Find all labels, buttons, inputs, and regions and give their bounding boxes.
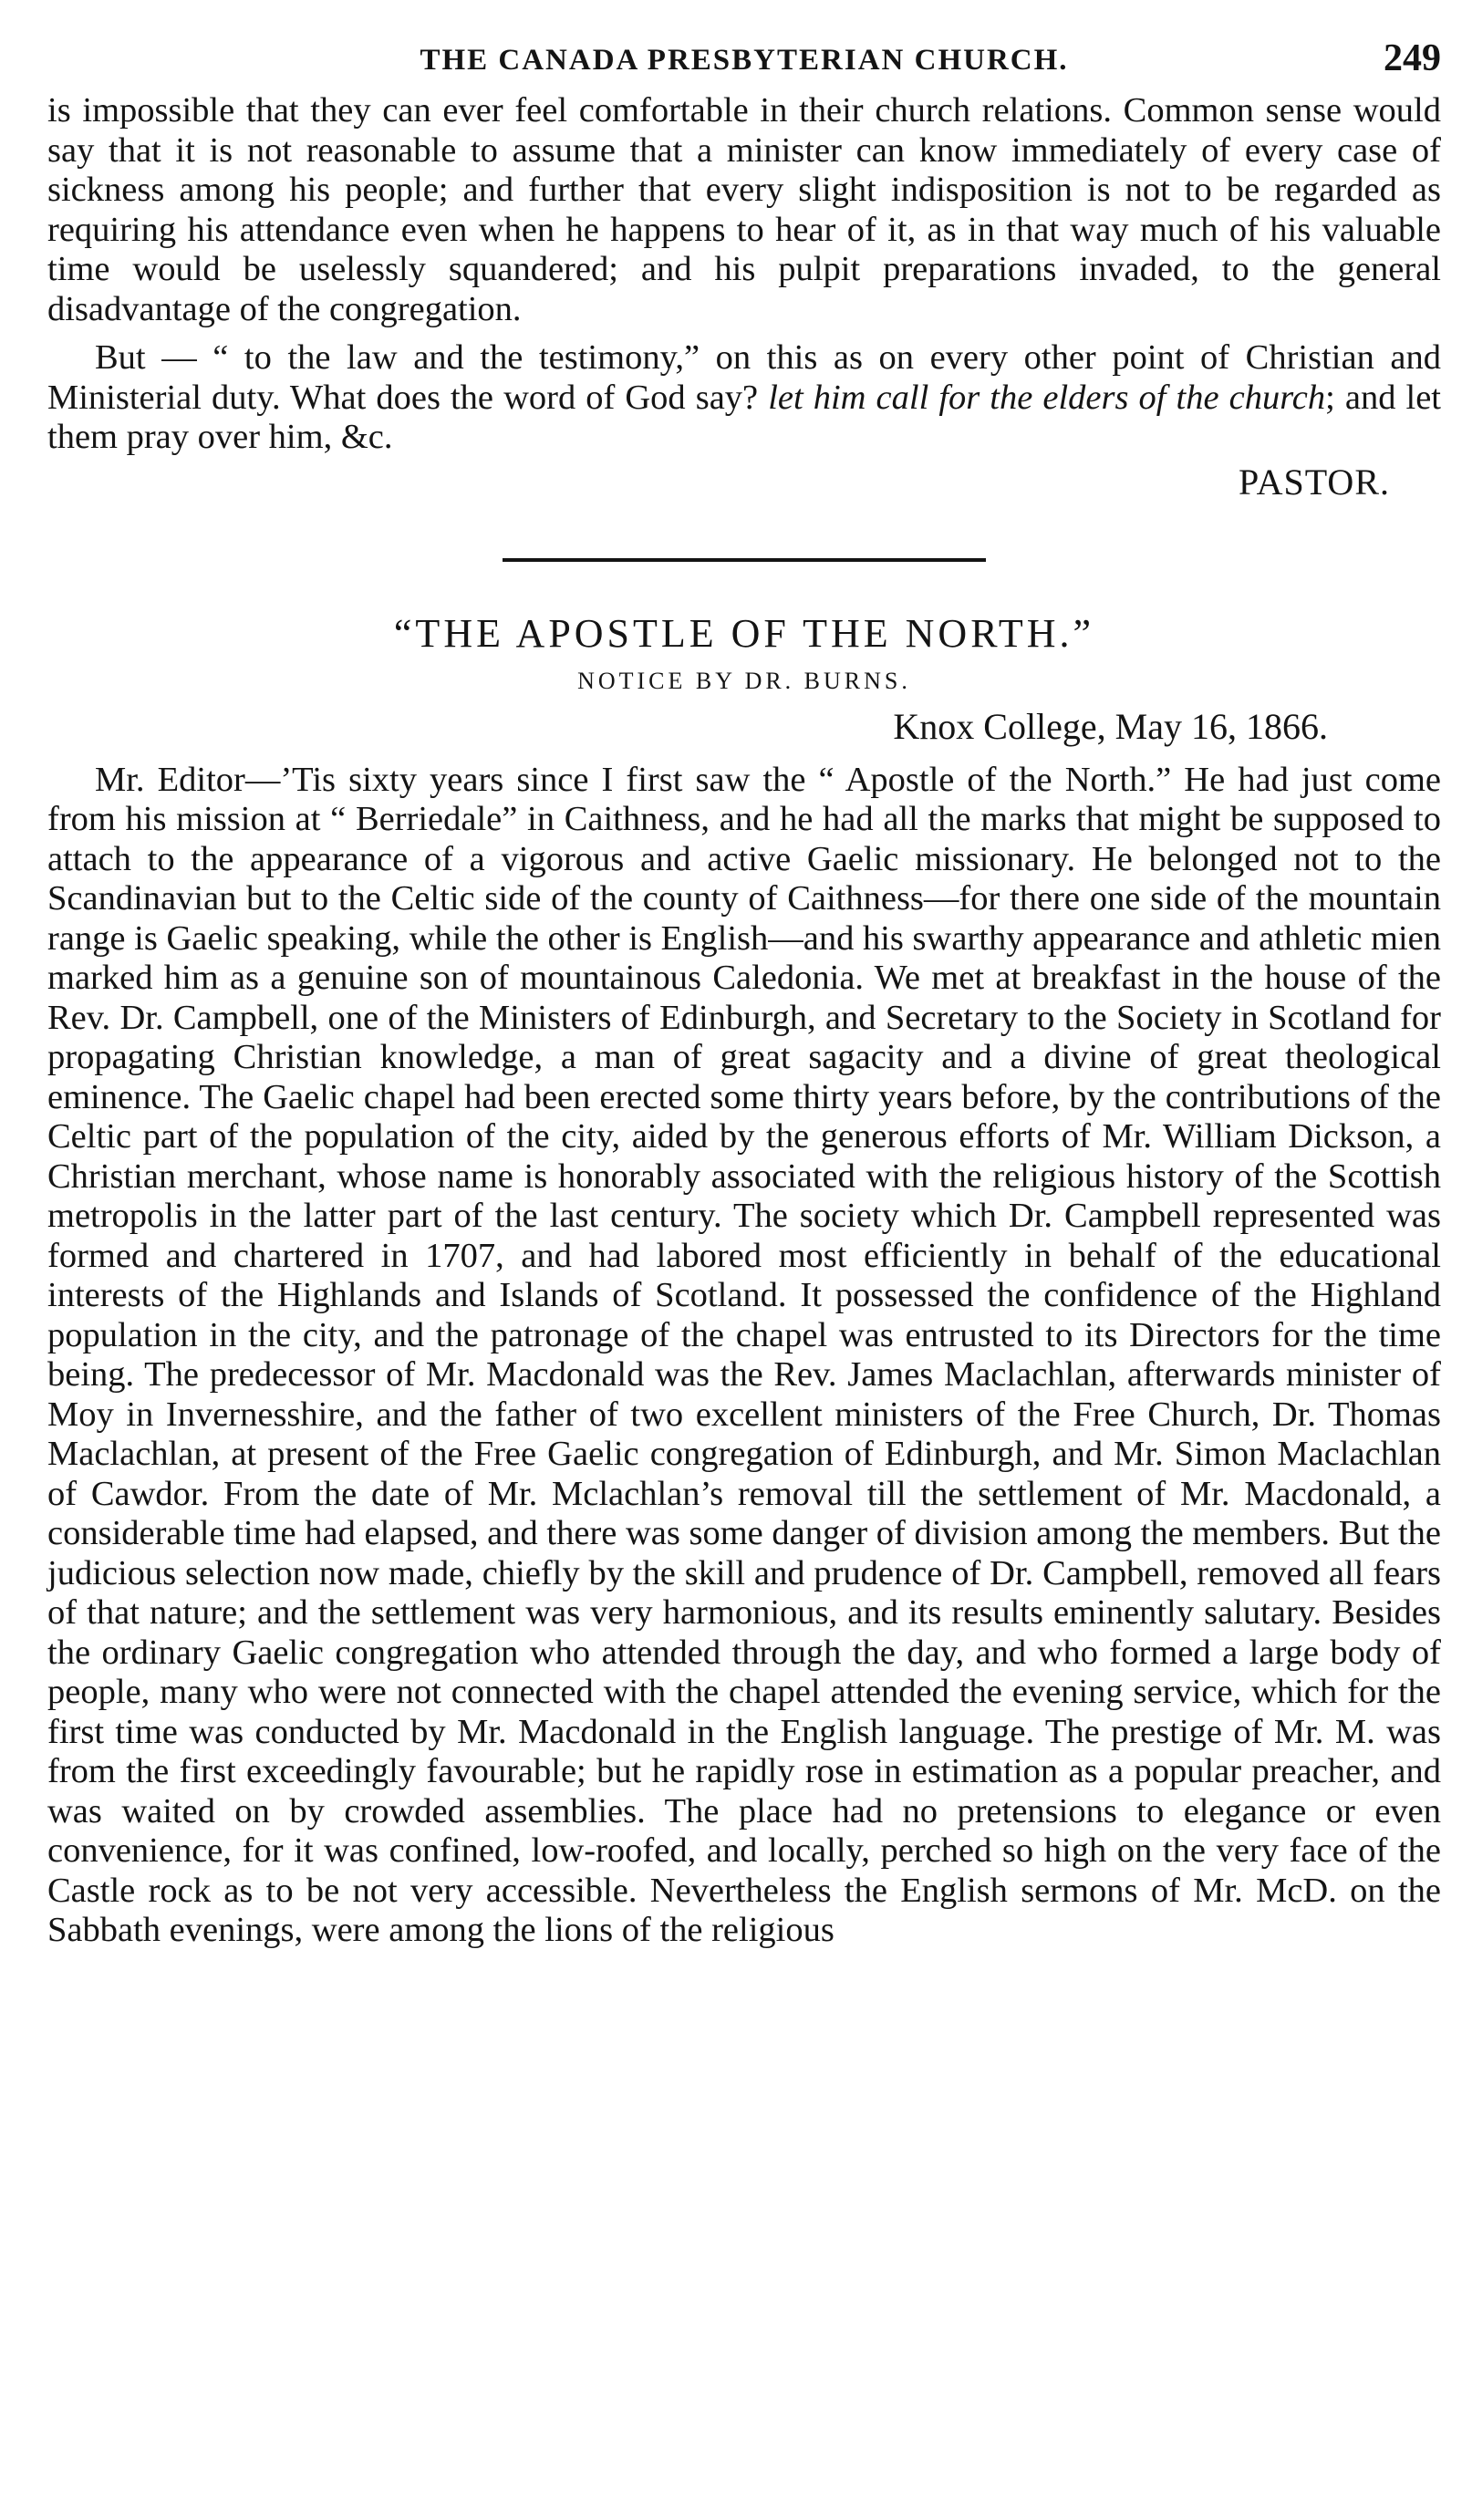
page-number: 249 [1384,37,1441,79]
section-divider [503,558,986,562]
scripture-paragraph-start: But — “ to the law and the testimony,” on this as on every other point of Christian and Ministerial duty. What does the word of God say? [47,338,1441,417]
scripture-paragraph-end: ; and let them pray over him, &c. [47,378,1441,456]
scripture-quote: let him call for the elders of the church [768,378,1326,417]
running-title: THE CANADA PRESBYTERIAN CHURCH. [420,44,1069,77]
article-body: Mr. Editor—’Tis sixty years since I first saw the “ Apostle of the North.” He had just come from his mission at “ Berriedale” in Caithness, and he had all the marks that might be supposed to attach to the appearance of a vigorous and active Gaelic missionary. He belonged not to the Scandinavian but to the Celtic side of the county of Caithness—for there one side of the mountain range is Gaelic speaking, while the other is English—and his swarthy appearance and athletic mien marked him as a genuine son of mountainous Caledonia. We met at breakfast in the house of the Rev. Dr. Campbell, one of the Ministers of Edinburgh, and Secretary to the Society in Scotland for propagating Christian knowledge, a man of great sagacity and a divine of great theological eminence. The Gaelic chapel had been erected some thirty years before, by the contributions of the Celtic part of the population of the city, aided by the generous efforts of Mr. William Dickson, a Christian merchant, whose name is honorably associated with the religious history of the Scottish metropolis in the latter part of the last century. The society which Dr. Campbell represented was formed and chartered in 1707, and had labored most efficiently in behalf of the educational interests of the Highlands and Islands of Scotland. It possessed the confidence of the Highland population in the city, and the patronage of the chapel was entrusted to its Directors for the time being. The predecessor of Mr. Macdonald was the Rev. James Maclachlan, afterwards minister of Moy in Invernesshire, and the father of two excellent ministers of the Free Church, Dr. Thomas Maclachlan, at present of the Free Gaelic congregation of Edinburgh, and Mr. Simon Maclachlan of Cawdor. From the date of Mr. Mclachlan’s removal till the settlement of Mr. Macdonald, a considerable time had elapsed, and there was some danger of division among the members. But the judicious selection now made, chiefly by the skill and prudence of Dr. Campbell, removed all fears of that nature; and the settlement was very harmonious, and its results eminently salutary. Besides the ordinary Gaelic congregation who attended through the day, and who formed a large body of people, many who were not connected with the chapel attended the evening service, which for the first time was conducted by Mr. Macdonald in the English language. The prestige of Mr. M. was from the first exceedingly favourable; but he rapidly rose in estimation as a popular preacher, and was waited on by crowded assemblies. The place had no pretensions to elegance or even convenience, for it was confined, low-roofed, and locally, perched so high on the very face of the Castle rock as to be not very accessible. Nevertheless the English sermons of Mr. McD. on the Sabbath evenings, were among the lions of the religious [47,760,1441,1949]
running-head [47,36,1441,91]
signature: PASTOR. [1239,461,1390,503]
article-subtitle: NOTICE BY DR. BURNS. [577,667,911,694]
continued-paragraph: is impossible that they can ever feel comfortable in their church relations. Common sense would say that it is not reasonable to assume that a minister can know immediately of every case of sickness among his people; and further that every slight indisposition is not to be regarded as requiring his attendance even when he happens to hear of it, as in that way much of his valuable time would be uselessly squandered; and his pulpit preparations invaded, to the general disadvantage of the congregation. [47,91,1441,328]
article-title: “THE APOSTLE OF THE NORTH.” [393,610,1095,656]
article-dateline: Knox College, May 16, 1866. [893,705,1328,747]
scripture-paragraph [47,338,1441,458]
page [47,36,1441,1951]
